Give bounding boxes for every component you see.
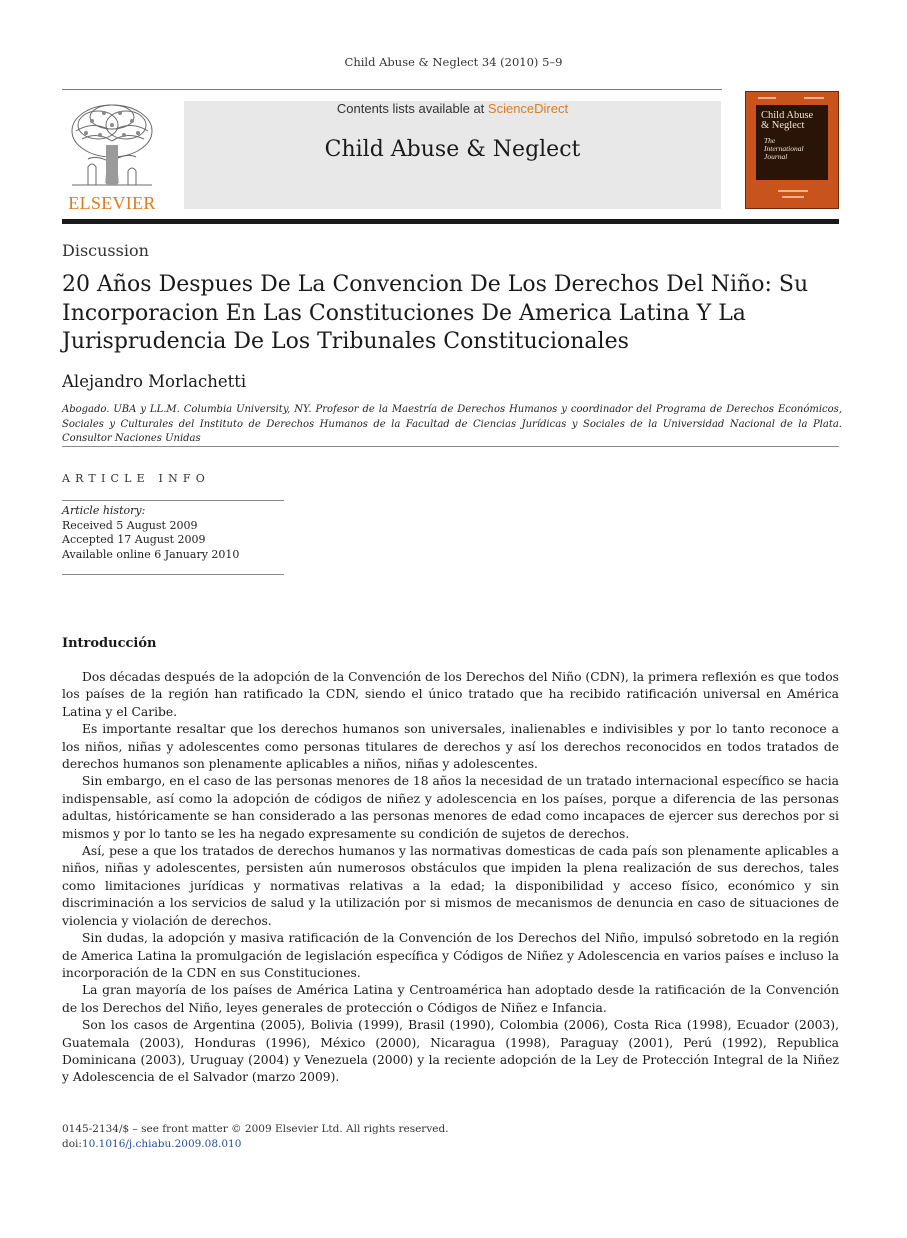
- received-date: Received 5 August 2009: [62, 518, 198, 532]
- cover-title-line: & Neglect: [761, 120, 805, 131]
- body-paragraph: Es importante resaltar que los derechos humanos son universales, inalienables e indivisibles y por lo tanto reconoce a los niños, niñas y adolescentes como personas titulares de derechos y así los derechos reconocidos en todos tratados de derechos humanos son plenamente aplicables a niños, niñas y adolescentes.: [62, 722, 839, 772]
- body-paragraph: Sin dudas, la adopción y masiva ratificación de la Convención de los Derechos del Niño, impulsó sobretodo en la región de America Latina la promulgación de legislación específica y Códigos de Niñez y Adolescencia en varios países e incluso la incorporación de la CDN en sus Constituciones.: [62, 931, 839, 980]
- author-affiliation: Abogado. UBA y LL.M. Columbia University, NY. Profesor de la Maestría de Derechos Humanos y coordinador del Programa de Derechos Económicos, Sociales y Culturales del Instituto de Derechos Humanos de la Facultad de Ciencias Jurídicas y Sociales de la Universidad Nacional de la Plata. Consultor Naciones Unidas: [62, 404, 842, 444]
- contents-available-line: [184, 101, 721, 116]
- cover-subtitle-line: Journal: [764, 152, 788, 161]
- section-label: Discussion: [62, 241, 149, 260]
- section-heading-introduccion: Introducción: [62, 636, 157, 651]
- available-online-date: Available online 6 January 2010: [62, 547, 240, 561]
- doi-line: [62, 1137, 449, 1152]
- masthead-banner: [184, 101, 721, 209]
- header-divider: [62, 446, 839, 447]
- cover-footer-mark: [778, 190, 808, 192]
- sciencedirect-link[interactable]: ScienceDirect: [487, 101, 569, 116]
- journal-masthead: [62, 89, 839, 224]
- article-title-line: Incorporacion En Las Constituciones De America Latina Y La: [62, 300, 746, 326]
- body-paragraph: Sin embargo, en el caso de las personas menores de 18 años la necesidad de un tratado internacional específico se hacia indispensable, así como la adopción de códigos de niñez y adolescencia en los países, porque a diferencia de las personas adultas, históricamente se han considerado a las personas menores de edad como incapaces de ejercer sus derechos por si mismos y por lo tanto se les ha negado expresamente su condición de sujetos de derechos.: [62, 774, 839, 841]
- contents-prefix: Contents lists available at: [336, 101, 488, 116]
- cover-title-panel: [756, 105, 828, 180]
- elsevier-wordmark: ELSEVIER: [68, 193, 156, 213]
- author-name[interactable]: Alejandro Morlachetti: [62, 372, 247, 391]
- article-info-bottom-rule: [62, 574, 284, 575]
- cover-issue-mark: [804, 97, 824, 99]
- doi-prefix: doi:: [62, 1137, 82, 1150]
- cover-subtitle-line: The: [764, 136, 776, 145]
- body-paragraph: La gran mayoría de los países de América Latina y Centroamérica han adoptado desde la ratificación de la Convención de los Derechos del Niño, leyes generales de protección o Códigos de Niñez e Infancia.: [62, 983, 839, 1015]
- doi-link[interactable]: 10.1016/j.chiabu.2009.08.010: [81, 1137, 242, 1150]
- cover-title: [761, 111, 825, 131]
- article-title: [62, 271, 842, 357]
- article-title-line: 20 Años Despues De La Convencion De Los Derechos Del Niño: Su: [62, 272, 809, 297]
- body-paragraph: Así, pese a que los tratados de derechos humanos y las normativas domesticas de cada país son plenamente aplicables a niños, niñas y adolescentes, persisten aún numerosos obstáculos que impiden la plena realización de sus derechos, tales como limitaciones jurídicas y normativas relativas a la edad; la disponibilidad y acceso físico, económico y sin discriminación a los servicios de salud y la utilización por si mismos de mecanismos de denuncia en caso de situaciones de violencia y violación de derechos.: [62, 844, 839, 928]
- cover-subtitle-line: International: [764, 144, 804, 153]
- journal-cover-thumbnail[interactable]: [745, 91, 839, 209]
- journal-title: Child Abuse & Neglect: [324, 137, 581, 162]
- article-info-heading: ARTICLE INFO: [62, 472, 210, 485]
- history-label: Article history:: [62, 504, 146, 517]
- cover-subtitle: [764, 137, 824, 161]
- cover-footer-mark: [782, 196, 804, 198]
- masthead-top-rule: [62, 89, 722, 90]
- article-info-top-rule: [62, 500, 284, 501]
- body-paragraph: Son los casos de Argentina (2005), Bolivia (1999), Brasil (1990), Colombia (2006), Costa Rica (1998), Ecuador (2003), Guatemala (2003), Honduras (1996), México (2000), Nicaragua (1998), Paraguay (2001), Perú (1992), Republica Dominicana (2003), Uruguay (2004) y Venezuela (2000) y la reciente adopción de la Ley de Protección Integral de la Niñez y Adolescencia de el Salvador (marzo 2009).: [62, 1018, 839, 1085]
- cover-volume-mark: [758, 97, 776, 99]
- running-head: Child Abuse & Neglect 34 (2010) 5–9: [344, 55, 563, 69]
- body-paragraph: Dos décadas después de la adopción de la Convención de los Derechos del Niño (CDN), la primera reflexión es que todos los países de la región han ratificado la CDN, siendo el único tratado que ha recibido ratificación universal en América Latina y el Caribe.: [62, 670, 839, 719]
- accepted-date: Accepted 17 August 2009: [62, 533, 206, 546]
- issn-copyright-line: 0145-2134/$ – see front matter © 2009 Elsevier Ltd. All rights reserved.: [62, 1123, 449, 1135]
- body-text: [62, 669, 839, 1087]
- article-title-line: Jurisprudencia De Los Tribunales Constitucionales: [62, 329, 629, 354]
- masthead-bottom-rule: [62, 219, 839, 224]
- page-footer: [62, 1122, 449, 1151]
- cover-title-line: Child Abuse: [761, 110, 814, 121]
- article-history: [62, 504, 239, 562]
